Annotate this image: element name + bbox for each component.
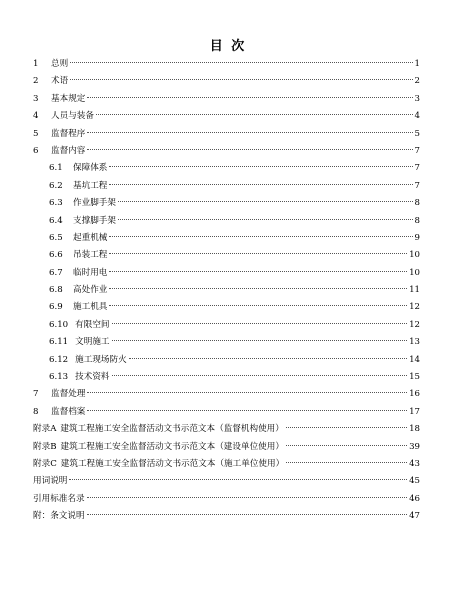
toc-entry-label: 技术资料 xyxy=(75,372,110,383)
toc-dot-leader xyxy=(109,288,407,289)
toc-entry-page: 8 xyxy=(414,215,420,226)
toc-entry-page: 15 xyxy=(409,372,420,383)
toc-entry-number: 6.3 xyxy=(49,198,63,209)
toc-entry-page: 46 xyxy=(409,493,420,504)
toc-dot-leader xyxy=(69,479,407,480)
toc-entry-label: 人员与装备 xyxy=(51,111,94,122)
toc-entry-number: 6.9 xyxy=(49,302,63,313)
toc-entry-number: 附录B xyxy=(33,441,57,452)
toc-entry-number: 附录A xyxy=(33,424,57,435)
toc-entry-number: 6.13 xyxy=(49,372,69,383)
toc-entry-label: 保障体系 xyxy=(73,163,108,174)
toc-entry-label: 施工机具 xyxy=(73,302,108,313)
toc-dot-leader xyxy=(112,375,408,376)
toc-dot-leader xyxy=(286,445,407,446)
toc-dot-leader xyxy=(87,97,412,98)
toc-entry-page: 7 xyxy=(414,180,420,191)
toc-dot-leader xyxy=(87,410,407,411)
toc-dot-leader xyxy=(109,166,412,167)
toc-entry-page: 2 xyxy=(414,76,420,87)
toc-dot-leader xyxy=(70,62,412,63)
toc-dot-leader xyxy=(87,514,407,515)
toc-entry-page: 17 xyxy=(409,406,420,417)
toc-entry-number: 6 xyxy=(33,145,39,156)
toc-entry-label: 监督档案 xyxy=(51,406,86,417)
toc-entry-label: 吊装工程 xyxy=(73,250,108,261)
toc-entry-label: 文明施工 xyxy=(75,337,110,348)
toc-entry-label: 支撑脚手架 xyxy=(73,215,116,226)
page-title: 目 次 xyxy=(209,39,247,54)
toc-dot-leader xyxy=(96,114,413,115)
toc-entry-label: 附：条文说明 xyxy=(33,511,85,522)
toc-entry-label: 作业脚手架 xyxy=(73,198,116,209)
toc-dot-leader xyxy=(109,271,407,272)
toc-entry-number: 3 xyxy=(33,93,39,104)
toc-entry[interactable] xyxy=(33,491,420,508)
toc-entry[interactable] xyxy=(33,352,420,369)
toc-entry-number: 2 xyxy=(33,76,39,87)
toc-entry-page: 11 xyxy=(409,285,420,296)
toc-dot-leader xyxy=(118,201,413,202)
toc-entry[interactable] xyxy=(33,265,420,282)
toc-entry-number: 7 xyxy=(33,389,39,400)
toc-entry-number: 6.6 xyxy=(49,250,63,261)
toc-entry[interactable] xyxy=(33,195,420,212)
toc-entry-page: 10 xyxy=(409,267,420,278)
toc-entry-number: 1 xyxy=(33,59,39,69)
toc-entry-page: 13 xyxy=(409,337,420,348)
toc-entry-page: 14 xyxy=(409,354,420,365)
toc-dot-leader xyxy=(112,340,408,341)
toc-entry-number: 6.2 xyxy=(49,180,63,191)
table-of-contents xyxy=(33,56,420,526)
toc-entry[interactable] xyxy=(33,456,420,473)
toc-entry[interactable] xyxy=(33,317,420,334)
toc-entry-label: 建筑工程施工安全监督活动文书示范文本（施工单位使用） xyxy=(60,458,285,469)
toc-entry[interactable] xyxy=(33,56,420,73)
toc-entry[interactable] xyxy=(33,299,420,316)
toc-entry-number: 8 xyxy=(33,406,39,417)
toc-dot-leader xyxy=(109,236,412,237)
toc-entry[interactable] xyxy=(33,334,420,351)
toc-dot-leader xyxy=(286,462,407,463)
toc-entry-number: 6.4 xyxy=(49,215,63,226)
toc-entry[interactable] xyxy=(33,73,420,90)
toc-entry[interactable] xyxy=(33,108,420,125)
toc-entry-page: 10 xyxy=(409,250,420,261)
toc-entry-label: 术语 xyxy=(51,76,69,87)
toc-entry-label: 用词说明 xyxy=(33,476,68,487)
toc-entry[interactable] xyxy=(33,247,420,264)
toc-entry-label: 施工现场防火 xyxy=(75,354,127,365)
toc-entry-label: 监督处理 xyxy=(51,389,86,400)
toc-entry-page: 47 xyxy=(409,511,420,522)
toc-entry-number: 5 xyxy=(33,128,39,139)
toc-dot-leader xyxy=(129,358,407,359)
toc-entry[interactable] xyxy=(33,160,420,177)
toc-entry-page: 39 xyxy=(409,441,420,452)
toc-entry-page: 3 xyxy=(414,93,420,104)
toc-entry[interactable] xyxy=(33,421,420,438)
toc-entry-label: 临时用电 xyxy=(73,267,108,278)
toc-entry-number: 6.5 xyxy=(49,232,63,243)
toc-dot-leader xyxy=(109,305,407,306)
toc-dot-leader xyxy=(118,219,413,220)
toc-entry[interactable] xyxy=(33,369,420,386)
toc-dot-leader xyxy=(286,427,407,428)
toc-entry-page: 12 xyxy=(409,319,420,330)
toc-dot-leader xyxy=(70,79,412,80)
toc-entry-label: 监督内容 xyxy=(51,145,86,156)
toc-entry[interactable] xyxy=(33,126,420,143)
toc-entry[interactable] xyxy=(33,508,420,525)
toc-dot-leader xyxy=(109,184,412,185)
toc-entry[interactable] xyxy=(33,143,420,160)
toc-entry-number: 6.12 xyxy=(49,354,69,365)
toc-entry-number: 6.10 xyxy=(49,319,69,330)
toc-entry-page: 43 xyxy=(409,458,420,469)
toc-dot-leader xyxy=(112,323,408,324)
toc-entry[interactable] xyxy=(33,91,420,108)
toc-entry-label: 基坑工程 xyxy=(73,180,108,191)
toc-entry-number: 6.7 xyxy=(49,267,63,278)
toc-entry-page: 12 xyxy=(409,302,420,313)
toc-entry-number: 附录C xyxy=(33,458,57,469)
toc-entry-page: 7 xyxy=(414,145,420,156)
toc-entry-page: 18 xyxy=(409,424,420,435)
toc-entry-label: 高处作业 xyxy=(73,285,108,296)
toc-entry[interactable] xyxy=(33,178,420,195)
toc-entry-label: 有限空间 xyxy=(75,319,110,330)
toc-entry-page: 45 xyxy=(409,476,420,487)
toc-entry-page: 1 xyxy=(414,59,420,69)
toc-entry-number: 6.8 xyxy=(49,285,63,296)
toc-dot-leader xyxy=(87,497,407,498)
toc-dot-leader xyxy=(87,149,412,150)
toc-entry-number: 4 xyxy=(33,111,39,122)
toc-entry-number: 6.1 xyxy=(49,163,63,174)
toc-entry-label: 建筑工程施工安全监督活动文书示范文本（监督机构使用） xyxy=(60,424,284,435)
toc-entry[interactable] xyxy=(33,404,420,421)
toc-entry-label: 引用标准名录 xyxy=(33,493,85,504)
toc-entry-page: 16 xyxy=(409,389,420,400)
toc-entry-page: 9 xyxy=(414,232,420,243)
toc-entry-label: 总则 xyxy=(51,59,69,69)
toc-entry[interactable] xyxy=(33,386,420,403)
toc-entry-label: 基本规定 xyxy=(51,93,86,104)
toc-entry[interactable] xyxy=(33,473,420,490)
toc-entry-number: 6.11 xyxy=(49,337,69,348)
toc-entry-label: 监督程序 xyxy=(51,128,86,139)
toc-entry-label: 建筑工程施工安全监督活动文书示范文本（建设单位使用） xyxy=(60,441,284,452)
toc-dot-leader xyxy=(109,253,407,254)
toc-entry-page: 5 xyxy=(414,128,420,139)
toc-entry-page: 7 xyxy=(414,163,420,174)
toc-entry-page: 8 xyxy=(414,198,420,209)
toc-entry-page: 4 xyxy=(414,111,420,122)
toc-entry[interactable] xyxy=(33,230,420,247)
toc-entry[interactable] xyxy=(33,282,420,299)
toc-dot-leader xyxy=(87,132,412,133)
toc-entry-label: 起重机械 xyxy=(73,232,108,243)
toc-entry[interactable] xyxy=(33,439,420,456)
toc-dot-leader xyxy=(87,392,407,393)
toc-entry[interactable] xyxy=(33,213,420,230)
